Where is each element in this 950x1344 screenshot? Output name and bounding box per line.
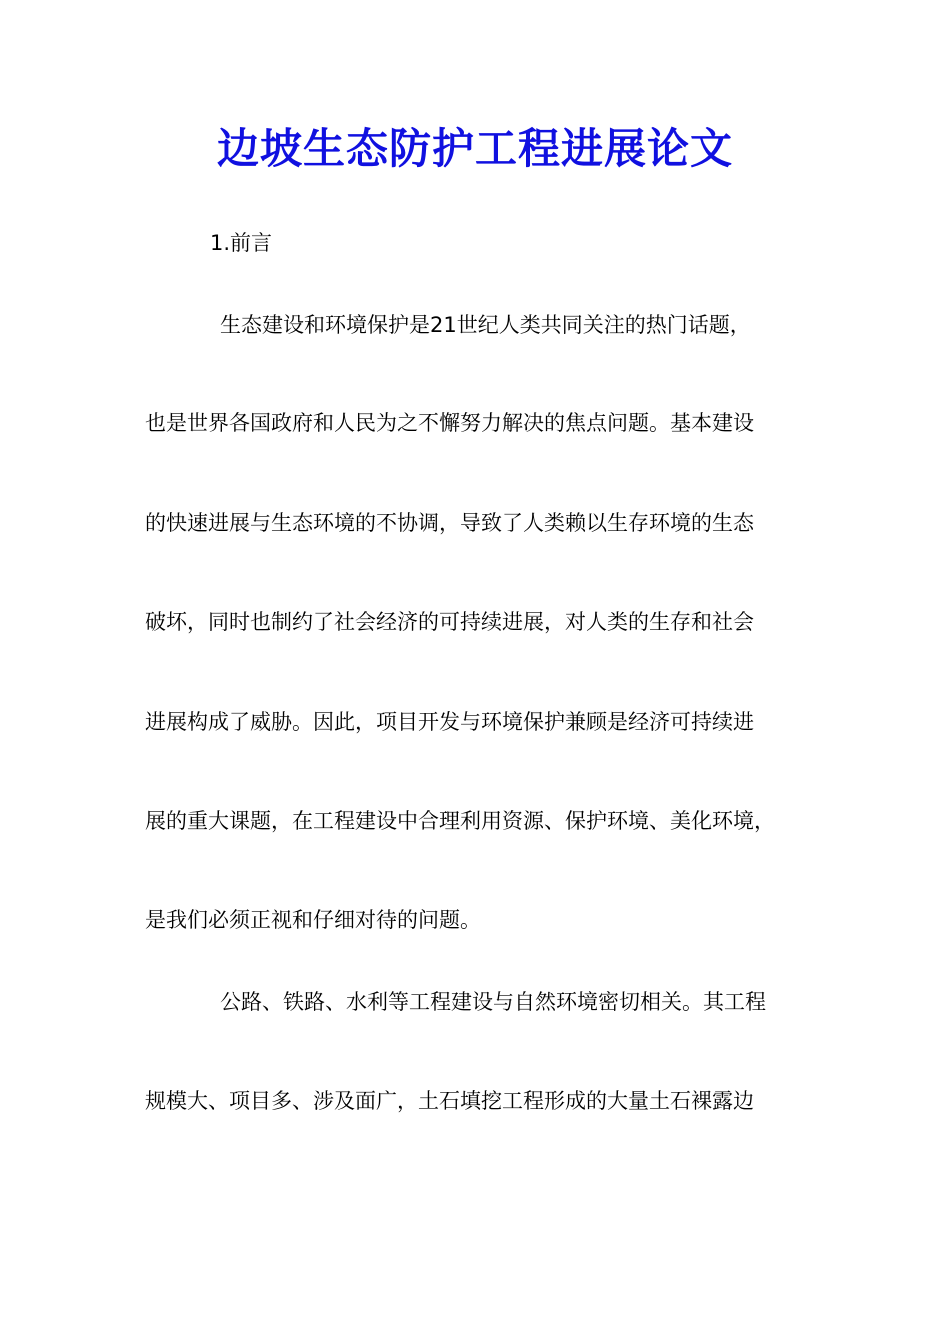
paragraph-1-line-3: 的快速进展与生态环境的不协调，导致了人类赖以生存环境的生态 bbox=[145, 511, 754, 535]
paragraph-1-line-4: 破坏，同时也制约了社会经济的可持续进展，对人类的生存和社会 bbox=[145, 610, 754, 634]
paragraph-1-line-2: 也是世界各国政府和人民为之不懈努力解决的焦点问题。基本建设 bbox=[145, 411, 754, 435]
document-title: 边坡生态防护工程进展论文 bbox=[216, 124, 733, 173]
paragraph-1-line-1: 生态建设和环境保护是21世纪人类共同关注的热门话题， bbox=[220, 313, 751, 337]
paragraph-2-line-1: 公路、铁路、水利等工程建设与自然环境密切相关。其工程 bbox=[220, 990, 766, 1014]
paragraph-1-line-6: 展的重大课题，在工程建设中合理利用资源、保护环境、美化环境， bbox=[145, 809, 775, 833]
paragraph-1-line-7: 是我们必须正视和仔细对待的问题。 bbox=[145, 908, 481, 932]
paragraph-2-line-2: 规模大、项目多、涉及面广，土石填挖工程形成的大量土石裸露边 bbox=[145, 1089, 754, 1113]
section-heading: 1.前言 bbox=[210, 231, 273, 255]
paragraph-1-line-5: 进展构成了威胁。因此，项目开发与环境保护兼顾是经济可持续进 bbox=[145, 710, 754, 734]
